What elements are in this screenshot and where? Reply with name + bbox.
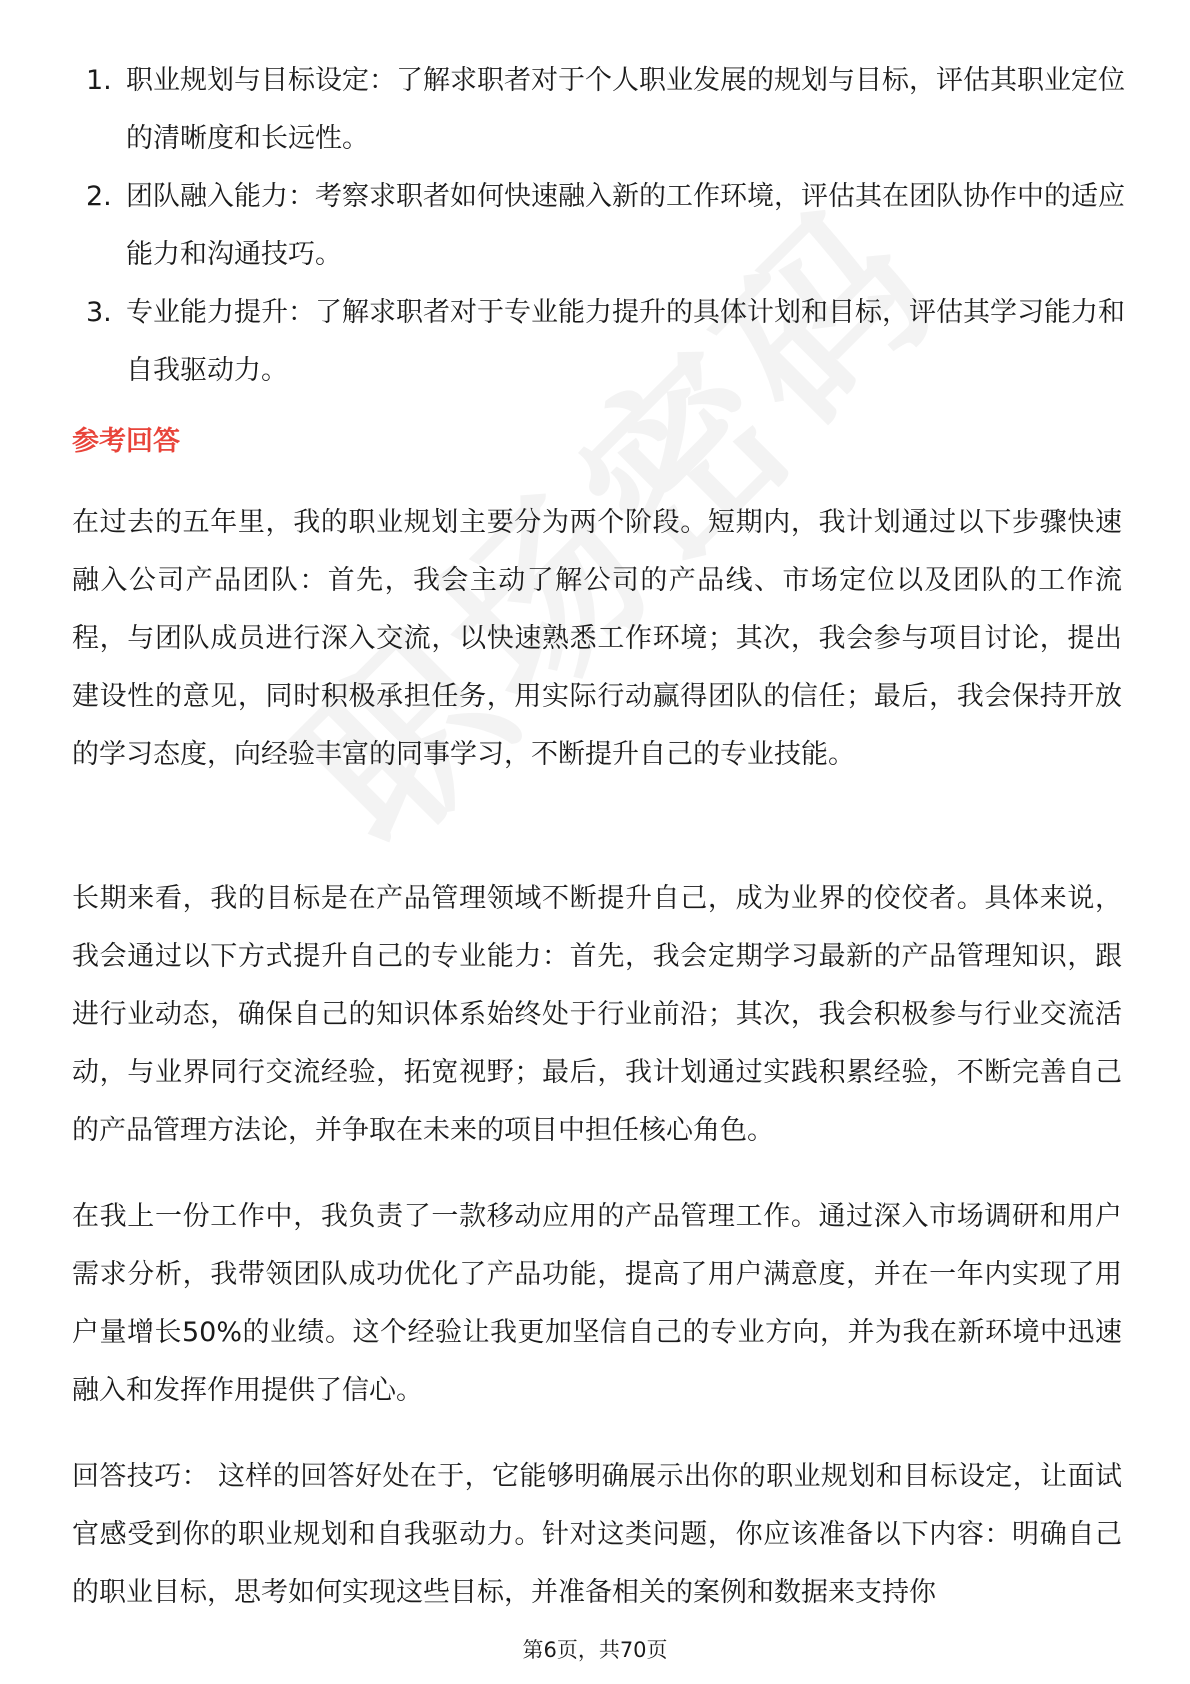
list-item (86, 284, 1126, 400)
paragraph: 在我上一份工作中，我负责了一款移动应用的产品管理工作。通过深入市场调研和用户需求分析，我带领团队成功优化了产品功能，提高了用户满意度，并在一年内实现了用户量增长50%的业绩。这个经验让我更加坚信自己的专业方向，并为我在新环境中迅速融入和发挥作用提供了信心。 (72, 1201, 1122, 1406)
list-text: 专业能力提升：了解求职者对于专业能力提升的具体计划和目标，评估其学习能力和自我驱动力。 (126, 297, 1125, 386)
list-number: 1. (86, 65, 112, 96)
list-text: 职业规划与目标设定：了解求职者对于个人职业发展的规划与目标，评估其职业定位的清晰度和长远性。 (126, 65, 1125, 154)
page-footer: 第6页，共70页 (522, 1638, 668, 1662)
list-number: 2. (86, 181, 112, 212)
list-item (86, 52, 1126, 168)
paragraph: 长期来看，我的目标是在产品管理领域不断提升自己，成为业界的佼佼者。具体来说，我会通过以下方式提升自己的专业能力：首先，我会定期学习最新的产品管理知识，跟进行业动态，确保自己的知识体系始终处于行业前沿；其次，我会积极参与行业交流活动，与业界同行交流经验，拓宽视野；最后，我计划通过实践积累经验，不断完善自己的产品管理方法论，并争取在未来的项目中担任核心角色。 (72, 883, 1122, 1146)
section-heading: 参考回答 (72, 426, 180, 457)
paragraph: 回答技巧： 这样的回答好处在于，它能够明确展示出你的职业规划和目标设定，让面试官感受到你的职业规划和自我驱动力。针对这类问题，你应该准备以下内容：明确自己的职业目标，思考如何实现这些目标，并准备相关的案例和数据来支持你 (72, 1461, 1122, 1608)
list-item (86, 168, 1126, 284)
paragraph: 在过去的五年里，我的职业规划主要分为两个阶段。短期内，我计划通过以下步骤快速融入公司产品团队：首先，我会主动了解公司的产品线、市场定位以及团队的工作流程，与团队成员进行深入交流，以快速熟悉工作环境；其次，我会参与项目讨论，提出建设性的意见，同时积极承担任务，用实际行动赢得团队的信任；最后，我会保持开放的学习态度，向经验丰富的同事学习，不断提升自己的专业技能。 (72, 507, 1122, 770)
criteria-list (86, 52, 1126, 400)
list-text: 团队融入能力：考察求职者如何快速融入新的工作环境，评估其在团队协作中的适应能力和沟通技巧。 (126, 181, 1125, 270)
list-number: 3. (86, 297, 112, 328)
